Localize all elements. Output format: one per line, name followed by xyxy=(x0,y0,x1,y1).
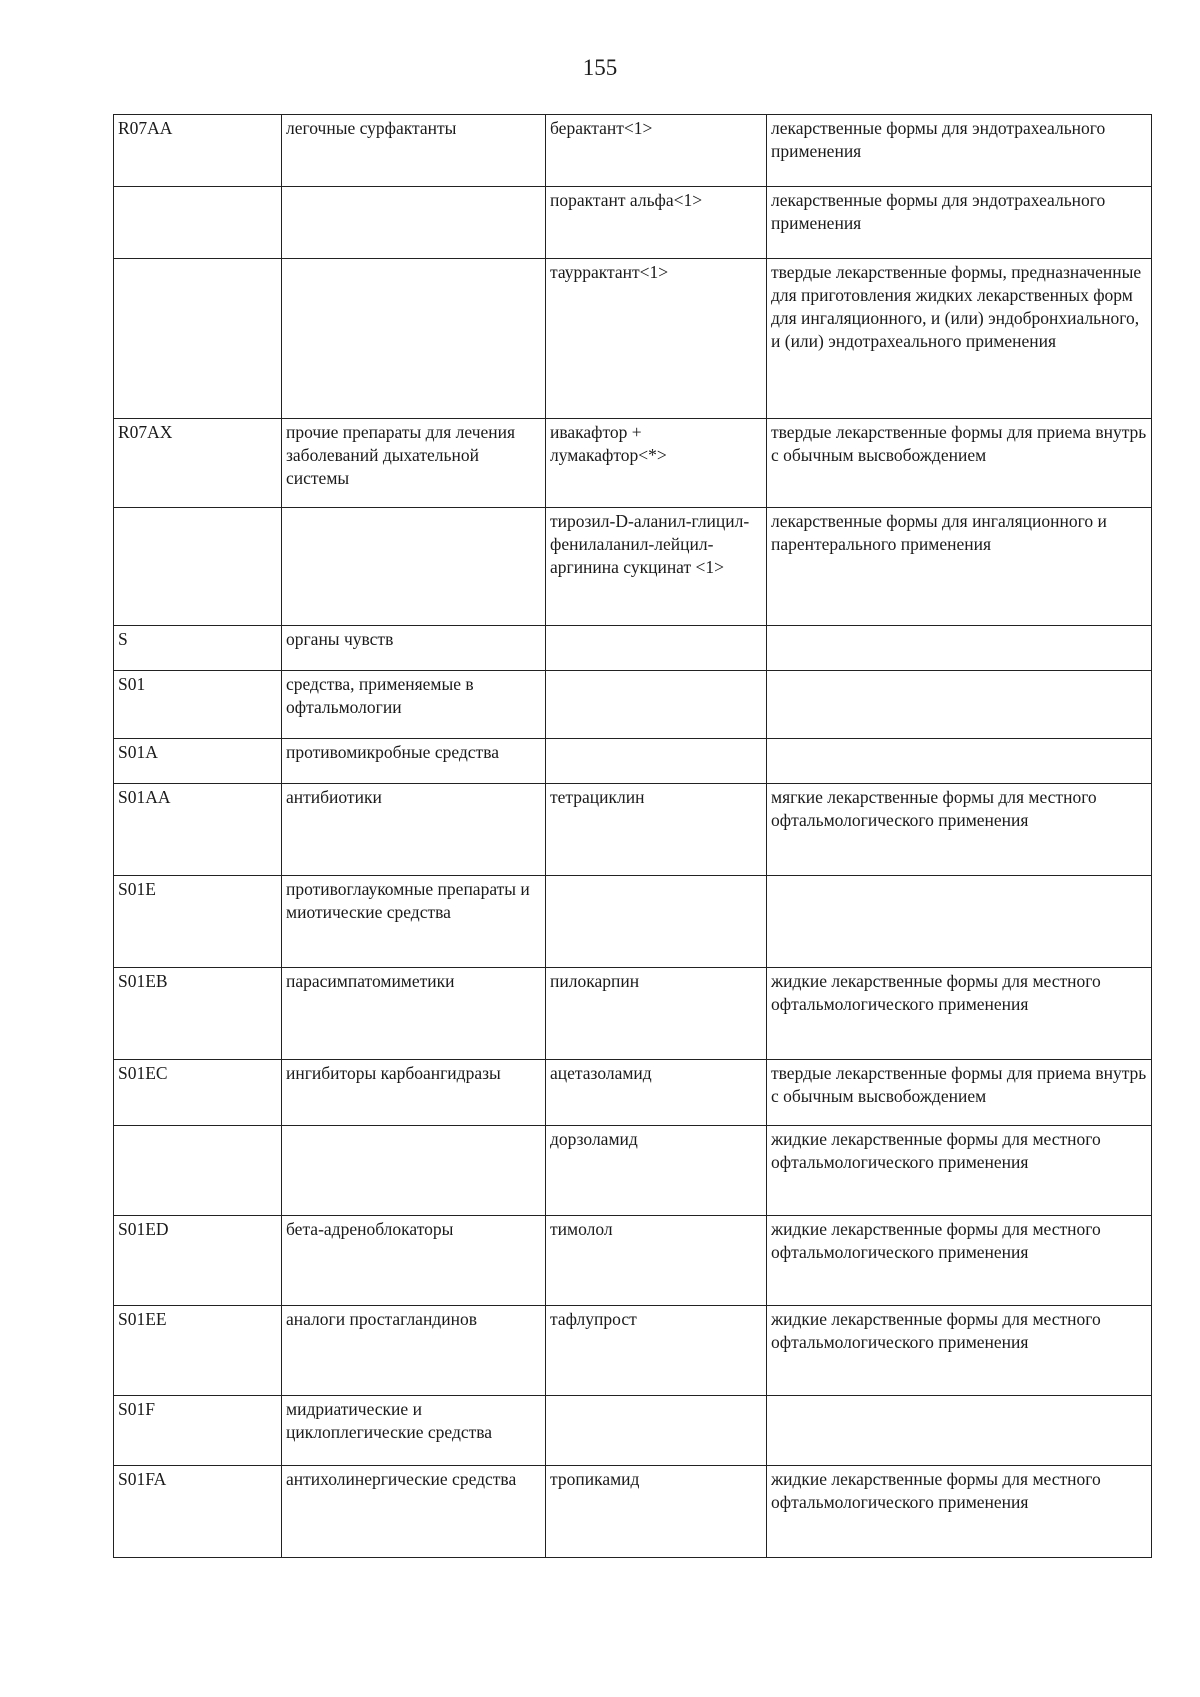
table-row xyxy=(114,259,1152,419)
table-row xyxy=(114,1216,1152,1306)
dosage-form-cell: лекарственные формы для эндотрахеального применения xyxy=(767,187,1152,259)
drug-name-cell: порактант альфа<1> xyxy=(546,187,767,259)
drug-name-cell: ивакафтор + лумакафтор<*> xyxy=(546,419,767,508)
group-name-cell: парасимпатомиметики xyxy=(282,968,546,1060)
table-row xyxy=(114,739,1152,784)
atc-code-cell: S xyxy=(114,626,282,671)
dosage-form-cell: твердые лекарственные формы для приема внутрь с обычным высвобождением xyxy=(767,1060,1152,1126)
table-row xyxy=(114,671,1152,739)
group-name-cell: противомикробные средства xyxy=(282,739,546,784)
atc-code-cell xyxy=(114,187,282,259)
dosage-form-cell: лекарственные формы для эндотрахеального применения xyxy=(767,115,1152,187)
dosage-form-cell xyxy=(767,1396,1152,1466)
atc-code-cell: S01 xyxy=(114,671,282,739)
table-row xyxy=(114,784,1152,876)
dosage-form-cell: мягкие лекарственные формы для местного офтальмологического применения xyxy=(767,784,1152,876)
atc-code-cell: S01AA xyxy=(114,784,282,876)
drug-table xyxy=(113,114,1152,1558)
table-row xyxy=(114,1060,1152,1126)
group-name-cell: бета-адреноблокаторы xyxy=(282,1216,546,1306)
table-row xyxy=(114,1466,1152,1558)
atc-code-cell xyxy=(114,259,282,419)
group-name-cell: антибиотики xyxy=(282,784,546,876)
table-row xyxy=(114,1396,1152,1466)
dosage-form-cell xyxy=(767,626,1152,671)
atc-code-cell: S01A xyxy=(114,739,282,784)
drug-name-cell xyxy=(546,1396,767,1466)
drug-name-cell: пилокарпин xyxy=(546,968,767,1060)
drug-name-cell: дорзоламид xyxy=(546,1126,767,1216)
dosage-form-cell: жидкие лекарственные формы для местного офтальмологического применения xyxy=(767,968,1152,1060)
table-row xyxy=(114,626,1152,671)
group-name-cell: ингибиторы карбоангидразы xyxy=(282,1060,546,1126)
dosage-form-cell: твердые лекарственные формы для приема внутрь с обычным высвобождением xyxy=(767,419,1152,508)
table-body xyxy=(114,115,1152,1558)
group-name-cell: средства, применяемые в офтальмологии xyxy=(282,671,546,739)
group-name-cell: антихолинергические средства xyxy=(282,1466,546,1558)
drug-name-cell: тауррактант<1> xyxy=(546,259,767,419)
drug-name-cell xyxy=(546,739,767,784)
group-name-cell: прочие препараты для лечения заболеваний дыхательной системы xyxy=(282,419,546,508)
group-name-cell xyxy=(282,259,546,419)
dosage-form-cell xyxy=(767,671,1152,739)
atc-code-cell xyxy=(114,1126,282,1216)
atc-code-cell: S01EC xyxy=(114,1060,282,1126)
drug-name-cell: берактант<1> xyxy=(546,115,767,187)
drug-name-cell xyxy=(546,876,767,968)
table-row xyxy=(114,876,1152,968)
dosage-form-cell xyxy=(767,739,1152,784)
group-name-cell xyxy=(282,187,546,259)
table-row xyxy=(114,1306,1152,1396)
table-row xyxy=(114,968,1152,1060)
table-row xyxy=(114,187,1152,259)
drug-name-cell: тирозил-D-аланил-глицил-фенилаланил-лейцил-аргинина сукцинат <1> xyxy=(546,508,767,626)
dosage-form-cell: жидкие лекарственные формы для местного офтальмологического применения xyxy=(767,1216,1152,1306)
drug-name-cell: тропикамид xyxy=(546,1466,767,1558)
dosage-form-cell: жидкие лекарственные формы для местного офтальмологического применения xyxy=(767,1306,1152,1396)
group-name-cell xyxy=(282,508,546,626)
group-name-cell: аналоги простагландинов xyxy=(282,1306,546,1396)
drug-name-cell: тафлупрост xyxy=(546,1306,767,1396)
drug-name-cell: тимолол xyxy=(546,1216,767,1306)
drug-name-cell: ацетазоламид xyxy=(546,1060,767,1126)
table-row xyxy=(114,508,1152,626)
atc-code-cell: S01ED xyxy=(114,1216,282,1306)
dosage-form-cell: жидкие лекарственные формы для местного офтальмологического применения xyxy=(767,1126,1152,1216)
dosage-form-cell xyxy=(767,876,1152,968)
atc-code-cell: S01EE xyxy=(114,1306,282,1396)
group-name-cell: органы чувств xyxy=(282,626,546,671)
group-name-cell: мидриатические и циклоплегические средства xyxy=(282,1396,546,1466)
atc-code-cell xyxy=(114,508,282,626)
dosage-form-cell: жидкие лекарственные формы для местного офтальмологического применения xyxy=(767,1466,1152,1558)
atc-code-cell: S01F xyxy=(114,1396,282,1466)
drug-name-cell xyxy=(546,626,767,671)
group-name-cell: противоглаукомные препараты и миотические средства xyxy=(282,876,546,968)
table-row xyxy=(114,419,1152,508)
group-name-cell xyxy=(282,1126,546,1216)
drug-name-cell: тетрациклин xyxy=(546,784,767,876)
group-name-cell: легочные сурфактанты xyxy=(282,115,546,187)
table-row xyxy=(114,115,1152,187)
atc-code-cell: S01FA xyxy=(114,1466,282,1558)
atc-code-cell: S01E xyxy=(114,876,282,968)
table-row xyxy=(114,1126,1152,1216)
dosage-form-cell: твердые лекарственные формы, предназначенные для приготовления жидких лекарственных форм для ингаляционного, и (или) эндобронхиального, и (или) эндотрахеального применения xyxy=(767,259,1152,419)
drug-name-cell xyxy=(546,671,767,739)
page-number: 155 xyxy=(582,55,618,80)
atc-code-cell: R07AX xyxy=(114,419,282,508)
atc-code-cell: S01EB xyxy=(114,968,282,1060)
atc-code-cell: R07AA xyxy=(114,115,282,187)
dosage-form-cell: лекарственные формы для ингаляционного и парентерального применения xyxy=(767,508,1152,626)
